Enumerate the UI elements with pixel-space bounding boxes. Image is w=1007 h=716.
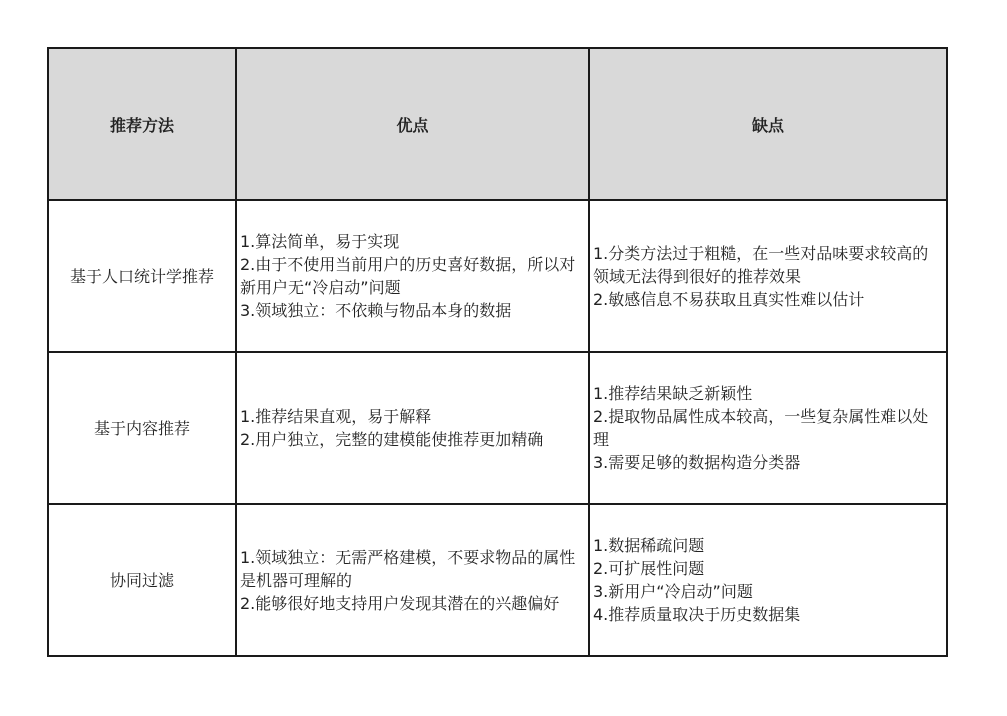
pros-item: 2.由于不使用当前用户的历史喜好数据，所以对新用户无“冷启动”问题: [240, 255, 576, 297]
table-header-row: [48, 48, 947, 200]
cons-item: 1.数据稀疏问题: [593, 536, 705, 555]
cons-cell: [589, 200, 947, 352]
pros-item: 1.推荐结果直观，易于解释: [240, 407, 432, 426]
cons-cell: [589, 352, 947, 504]
cons-item: 4.推荐质量取决于历史数据集: [593, 605, 801, 624]
table-row: [48, 352, 947, 504]
pros-item: 3.领域独立：不依赖与物品本身的数据: [240, 301, 512, 320]
pros-cell: [236, 504, 589, 656]
cons-item: 1.分类方法过于粗糙，在一些对品味要求较高的领域无法得到很好的推荐效果: [593, 243, 929, 286]
method-cell: 协同过滤: [48, 504, 236, 656]
pros-cell: [236, 200, 589, 352]
pros-item: 2.能够很好地支持用户发现其潜在的兴趣偏好: [240, 593, 560, 613]
cons-cell: [589, 504, 947, 656]
cons-item: 2.敏感信息不易获取且真实性难以估计: [593, 289, 865, 309]
cons-item: 1.推荐结果缺乏新颖性: [593, 384, 753, 403]
table-row: [48, 200, 947, 352]
header-pros: 优点: [236, 48, 589, 200]
recommendation-comparison-table: [47, 47, 948, 657]
cons-item: 2.提取物品属性成本较高，一些复杂属性难以处理: [593, 407, 929, 449]
header-cons: 缺点: [589, 48, 947, 200]
pros-item: 1.领域独立：无需严格建模，不要求物品的属性是机器可理解的: [240, 547, 576, 590]
pros-item: 1.算法简单，易于实现: [240, 232, 400, 251]
table-row: [48, 504, 947, 656]
method-cell: 基于内容推荐: [48, 352, 236, 504]
method-cell: 基于人口统计学推荐: [48, 200, 236, 352]
cons-item: 2.可扩展性问题: [593, 559, 705, 578]
pros-item: 2.用户独立，完整的建模能使推荐更加精确: [240, 430, 544, 449]
cons-item: 3.新用户“冷启动”问题: [593, 582, 753, 601]
header-method: 推荐方法: [48, 48, 236, 200]
pros-cell: [236, 352, 589, 504]
cons-item: 3.需要足够的数据构造分类器: [593, 453, 801, 472]
